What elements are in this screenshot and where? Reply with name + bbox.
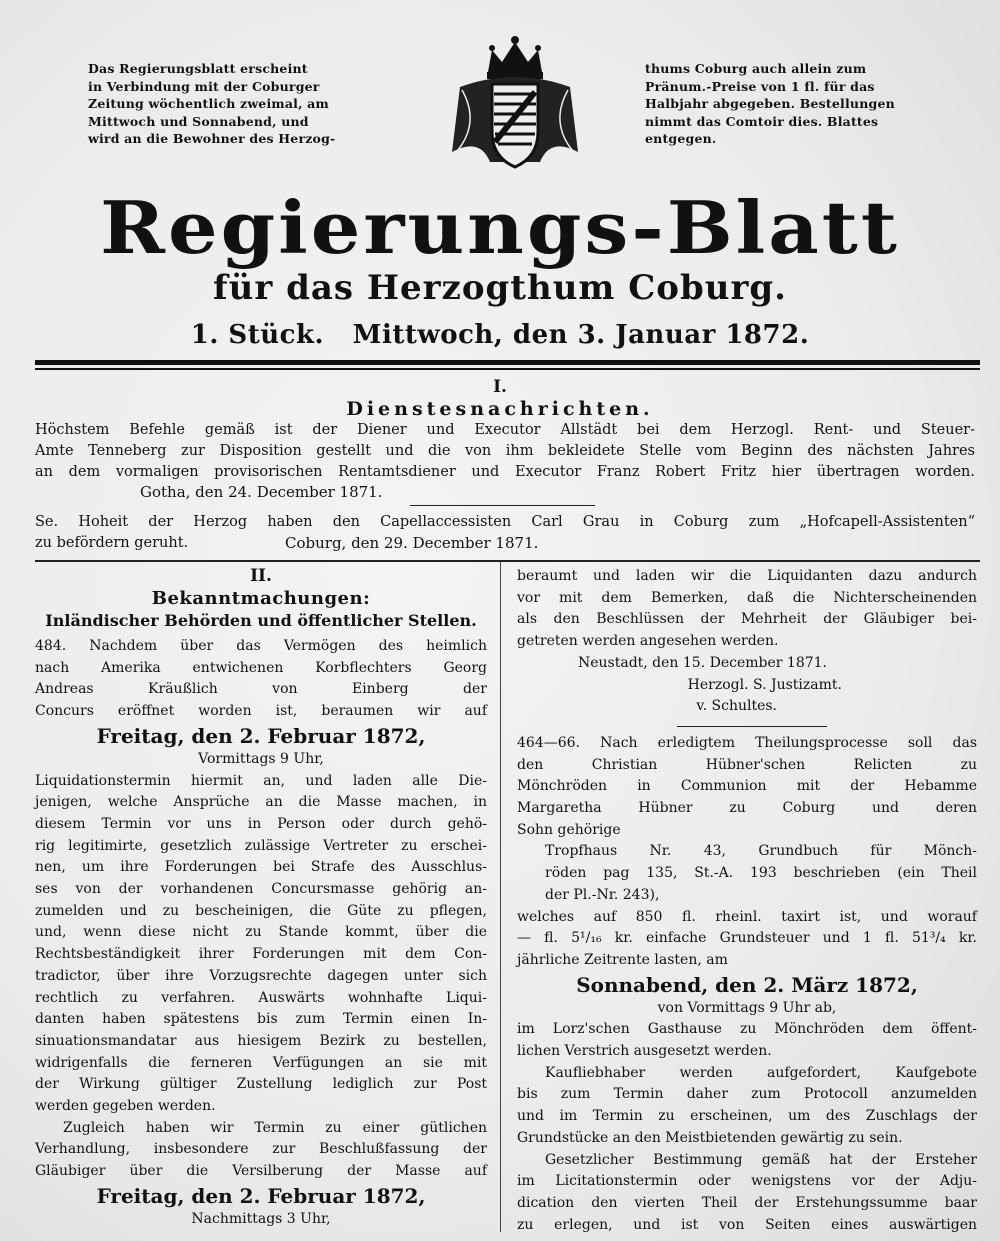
text-line: Tropfhaus Nr. 43, Grundbuch für Mönch- [545,843,977,860]
text-line: rechtlich zu verfahren. Auswärts wohnhafte Liqui- [35,989,487,1006]
text-line: der Wirkung gültiger Zustellung lediglich zur Post [35,1076,487,1093]
term-time: Nachmittags 3 Uhr, [191,1210,331,1227]
text-line: Se. Hoheit der Herzog haben den Capellaccessisten Carl Grau in Coburg zum „Hofcapell-Assistenten“ [35,514,975,530]
text-line: bis zum Termin daher zum Protocoll anzumelden [517,1086,977,1103]
text-line: zumelden und zu bescheinigen, die Güte zu pflegen, [35,902,487,919]
text-line: Gläubiger über die Versilberung der Masse auf [35,1163,487,1180]
text-line: lichen Verstrich ausgesetzt werden. [517,1043,772,1060]
text-line: Höchstem Befehle gemäß ist der Diener und Executor Allstädt bei dem Herzogl. Rent- und Steuer- [35,422,975,438]
section-heading: Dienstesnachrichten. [346,398,654,420]
left-column [35,562,487,1231]
column-divider [500,562,501,1232]
text-line: röden pag 135, St.-A. 193 beschrieben (ein Theil [545,865,977,882]
header-left-line: in Verbindung mit der Coburger [88,78,320,94]
text-line: und im Termin zu erscheinen, um des Zuschlags der [517,1108,977,1125]
text-line: — fl. 5¹/₁₆ kr. einfache Grundsteuer und 1 fl. 51³/₄ kr. [517,930,977,947]
section-subheading: Inländischer Behörden und öffentlicher Stellen. [45,611,477,630]
text-line: tradictor, über ihre Vorzugsrechte dagegen unter sich [35,967,487,984]
text-line: sinuationsmandatar aus hiesigem Bezirk zu bestellen, [35,1032,487,1049]
masthead-rule [35,360,980,365]
text-line: Gesetzlicher Bestimmung gemäß hat der Ersteher [545,1151,977,1168]
text-line: jährliche Zeitrente lasten, am [517,951,728,968]
dateline: Gotha, den 24. December 1871. [140,483,383,501]
section-heading: Bekanntmachungen: [151,588,371,609]
masthead-subtitle: für das Herzogthum Coburg. [212,268,788,308]
right-column [517,566,977,1236]
text-line: an dem vormaligen provisorischen Rentamtsdiener und Executor Franz Robert Fritz hier übertragen worden. [35,464,975,480]
text-line: im Licitationstermin oder wenigstens vor der Adju- [517,1173,977,1190]
text-line: nen, um ihre Forderungen bei Strafe des Ausschlus- [35,859,487,876]
notice-paragraph [35,420,975,483]
text-line: welches auf 850 fl. rheinl. taxirt ist, und worauf [517,908,977,925]
text-line: vor mit dem Bemerken, daß die Nichterscheinenden [517,589,977,606]
signature-office: Herzogl. S. Justizamt. [687,676,842,693]
text-line: jenigen, welche Ansprüche an die Masse machen, in [35,794,487,811]
text-line: und, wenn diese nicht zu Stande kommt, über die [35,924,487,941]
header-right-line: thums Coburg auch allein zum [645,61,867,76]
text-line: Zugleich haben wir Termin zu einer gütlichen [63,1119,487,1136]
text-line: Sohn gehörige [517,821,621,838]
text-line: beraumt und laden wir die Liquidanten dazu andurch [517,568,977,584]
text-line: getreten werden angesehen werden. [517,633,779,650]
text-line: zu erlegen, und ist von Seiten eines auswärtigen [517,1216,977,1233]
header-left-line: Zeitung wöchentlich zweimal, am [88,96,329,111]
dateline: Coburg, den 29. December 1871. [285,534,539,552]
divider [410,505,595,506]
header-right-line: entgegen. [645,131,717,146]
notice-484 [35,636,487,1231]
coat-of-arms-icon [440,32,590,182]
text-line: 484. Nachdem über das Vermögen des heimlich [35,638,487,654]
header-left-line: Mittwoch und Sonnabend, und [88,113,309,129]
text-line: Amte Tenneberg zur Disposition gestellt und die von ihm bekleidete Stelle vom Beginn des nächsten Jahres [35,443,975,459]
text-line: nach Amerika entwichenen Korbflechters Georg [35,659,487,676]
text-line: ses von der vorhandenen Concursmasse gehörig an- [35,881,487,898]
masthead-title: Regierungs-Blatt [100,186,900,271]
dateline: Neustadt, den 15. December 1871. [577,654,827,671]
text-line: Concurs eröffnet worden ist, beraumen wir auf [35,703,487,720]
text-line: widrigenfalls die ferneren Verfügungen an sie mit [35,1054,487,1071]
text-line: danten haben spätestens bis zum Termin einen In- [35,1011,487,1028]
header-left-notice [88,60,373,148]
term-time: Vormittags 9 Uhr, [198,750,324,767]
term-date: Sonnabend, den 2. März 1872, [576,972,918,997]
text-line: 464—66. Nach erledigtem Theilungsprocesse soll das [517,734,977,751]
text-line: der Pl.-Nr. 243), [545,886,660,903]
text-line: Verhandlung, insbesondere zur Beschlußfassung der [35,1141,487,1158]
header-right-notice [645,60,930,148]
masthead-rule-thin [35,368,980,370]
text-line: zu befördern geruht. [35,535,189,551]
header-left-line: wird an die Bewohner des Herzog- [88,131,336,146]
text-line: im Lorz'schen Gasthause zu Mönchröden dem öffent- [517,1021,977,1038]
text-line: Kaufliebhaber werden aufgefordert, Kaufgebote [545,1064,977,1081]
issue-line: 1. Stück. Mittwoch, den 3. Januar 1872. [190,320,810,350]
section-number: II. [250,566,272,586]
text-line: diesem Termin vor uns in Person oder durch gehö- [35,815,487,832]
text-line: Andreas Kräußlich von Einberg der [35,681,487,698]
header-left-line: Das Regierungsblatt erscheint [88,61,308,76]
text-line: Rechtsbeständigkeit ihrer Forderungen mit dem Con- [35,946,487,963]
header-right-line: nimmt das Comtoir dies. Blattes [645,113,879,129]
text-line: dication den vierten Theil der Erstehungssumme baar [517,1194,977,1211]
section-number: I. [493,377,507,397]
text-line: Margaretha Hübner zu Coburg und deren [517,800,977,817]
divider [677,726,827,727]
text-line: als den Beschlüssen der Mehrheit der Gläubiger bei- [517,611,977,628]
text-line: rig legitimirte, gesetzlich zulässige Vertreter zu erschei- [35,837,487,854]
term-time: von Vormittags 9 Uhr ab, [657,999,837,1016]
text-line: Liquidationstermin hiermit an, und laden alle Die- [35,772,487,789]
term-date: Freitag, den 2. Februar 1872, [96,1183,426,1208]
text-line: Mönchröden in Communion mit der Hebamme [517,778,977,795]
text-line: den Christian Hübner'schen Relicten zu [517,756,977,773]
text-line: Grundstücke an den Meistbietenden gewärtig zu sein. [517,1129,903,1146]
term-date: Freitag, den 2. Februar 1872, [96,723,426,748]
header-right-line: Pränum.-Preise von 1 fl. für das [645,78,875,94]
signature-name: v. Schultes. [696,698,777,715]
text-line: werden gegeben werden. [35,1098,216,1115]
header-right-line: Halbjahr abgegeben. Bestellungen [645,96,895,111]
